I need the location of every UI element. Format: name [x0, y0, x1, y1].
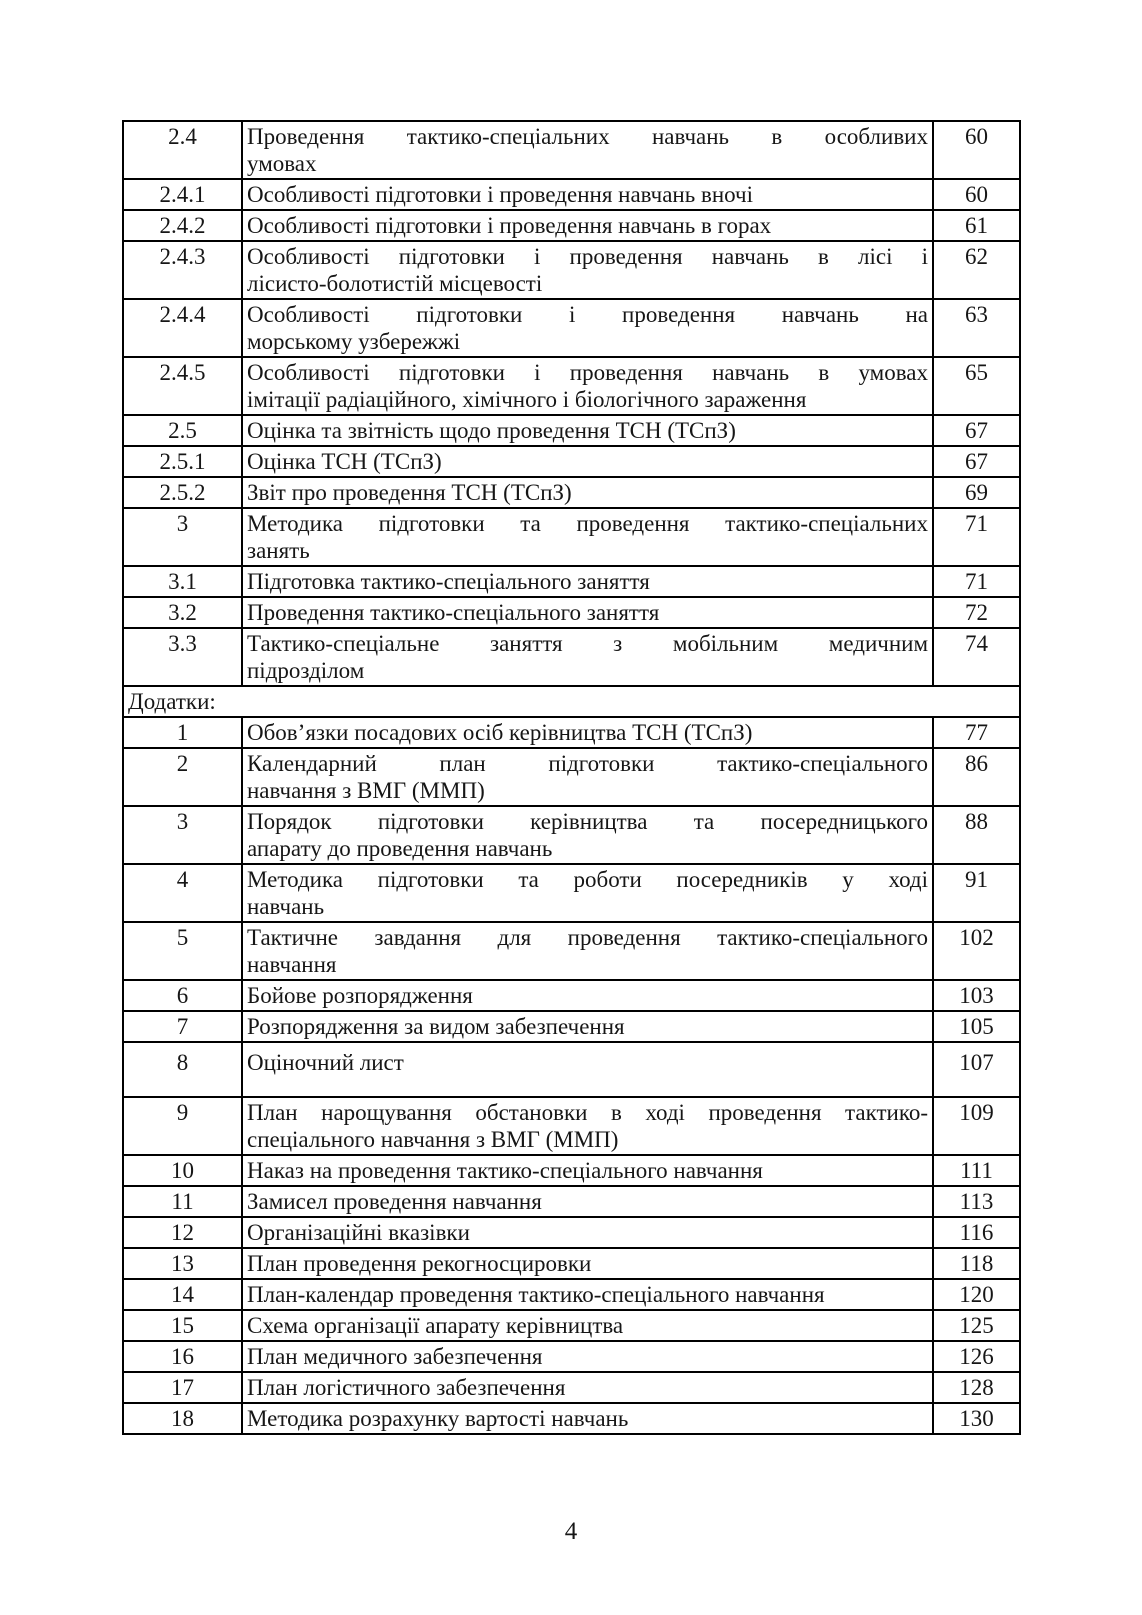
entry-title — [242, 1310, 933, 1341]
table-row — [123, 357, 1020, 415]
table-row — [123, 864, 1020, 922]
entry-title-line: апарату до проведення навчань — [247, 836, 553, 861]
entry-title-line: Схема організації апарату керівництва — [247, 1313, 624, 1338]
entry-title — [242, 1279, 933, 1310]
entry-page-number: 91 — [933, 864, 1020, 922]
table-row — [123, 121, 1020, 179]
entry-page-number: 128 — [933, 1372, 1020, 1403]
table-row — [123, 748, 1020, 806]
entry-number: 18 — [123, 1403, 242, 1434]
entry-title-line: Проведення тактико-спеціальних навчань в особливих — [247, 124, 928, 149]
entry-title — [242, 717, 933, 748]
entry-title — [242, 806, 933, 864]
table-row — [123, 566, 1020, 597]
entry-title-line: План логістичного забезпечення — [247, 1375, 566, 1400]
table-row — [123, 1217, 1020, 1248]
entry-number: 2.5.1 — [123, 446, 242, 477]
entry-number: 3.3 — [123, 628, 242, 686]
entry-number: 3 — [123, 806, 242, 864]
entry-title-line: План-календар проведення тактико-спеціального навчання — [247, 1282, 825, 1307]
table-row — [123, 1310, 1020, 1341]
entry-title-line: Особливості підготовки і проведення навчань на — [247, 302, 928, 327]
entry-page-number: 126 — [933, 1341, 1020, 1372]
entry-title-line: Методика підготовки та проведення тактико-спеціальних — [247, 511, 928, 536]
table-row — [123, 415, 1020, 446]
entry-title-line: Оцінка та звітність щодо проведення ТСН (ТСпЗ) — [247, 418, 736, 443]
table-row — [123, 179, 1020, 210]
entry-title-line: План нарощування обстановки в ході проведення тактико- — [247, 1100, 928, 1125]
entry-title — [242, 241, 933, 299]
table-row — [123, 210, 1020, 241]
entry-page-number: 63 — [933, 299, 1020, 357]
entry-title-line: Особливості підготовки і проведення навчань в умовах — [247, 360, 928, 385]
entry-page-number: 62 — [933, 241, 1020, 299]
entry-page-number: 111 — [933, 1155, 1020, 1186]
table-row — [123, 597, 1020, 628]
entry-title-line: навчання — [247, 952, 337, 977]
table-row — [123, 806, 1020, 864]
table-row — [123, 1097, 1020, 1155]
entry-title — [242, 566, 933, 597]
entry-title-line: Бойове розпорядження — [247, 983, 473, 1008]
entry-number: 2.4.1 — [123, 179, 242, 210]
entry-page-number: 67 — [933, 415, 1020, 446]
table-row — [123, 1186, 1020, 1217]
entry-title — [242, 748, 933, 806]
entry-title — [242, 299, 933, 357]
entry-title — [242, 922, 933, 980]
entry-title-line: План проведення рекогносцировки — [247, 1251, 592, 1276]
toc-table-body — [123, 121, 1020, 1434]
entry-page-number: 60 — [933, 179, 1020, 210]
table-row — [123, 1248, 1020, 1279]
entry-title-line: імітації радіаційного, хімічного і біологічного зараження — [247, 387, 807, 412]
entry-number: 2.4.2 — [123, 210, 242, 241]
entry-title-line: Замисел проведення навчання — [247, 1189, 542, 1214]
entry-number: 2.4 — [123, 121, 242, 179]
entry-title — [242, 1042, 933, 1097]
table-row — [123, 1011, 1020, 1042]
page-number: 4 — [564, 1518, 578, 1545]
entry-number: 14 — [123, 1279, 242, 1310]
entry-title-line: занять — [247, 538, 310, 563]
entry-number: 6 — [123, 980, 242, 1011]
table-row — [123, 1042, 1020, 1097]
table-row — [123, 477, 1020, 508]
entry-title-line: Методика підготовки та роботи посередників у ході — [247, 867, 928, 892]
entry-title — [242, 1403, 933, 1434]
entry-title-line: Особливості підготовки і проведення навчань в лісі і — [247, 244, 928, 269]
entry-title — [242, 179, 933, 210]
entry-page-number: 71 — [933, 508, 1020, 566]
entry-page-number: 113 — [933, 1186, 1020, 1217]
entry-page-number: 125 — [933, 1310, 1020, 1341]
entry-title — [242, 1155, 933, 1186]
entry-number: 1 — [123, 717, 242, 748]
entry-number: 2 — [123, 748, 242, 806]
entry-title-line: Порядок підготовки керівництва та посередницького — [247, 809, 928, 834]
entry-title — [242, 597, 933, 628]
entry-page-number: 65 — [933, 357, 1020, 415]
toc-section-row — [123, 686, 1020, 717]
entry-number: 17 — [123, 1372, 242, 1403]
entry-title-line: Календарний план підготовки тактико-спеціального — [247, 751, 928, 776]
entry-number: 4 — [123, 864, 242, 922]
entry-title — [242, 1372, 933, 1403]
entry-title-line: умовах — [247, 151, 317, 176]
entry-title — [242, 357, 933, 415]
entry-title-line: морському узбережжі — [247, 329, 461, 354]
entry-title-line: лісисто-болотистій місцевості — [247, 271, 543, 296]
entry-title-line: Обов’язки посадових осіб керівництва ТСН (ТСпЗ) — [247, 720, 753, 745]
entry-page-number: 77 — [933, 717, 1020, 748]
entry-number: 2.4.5 — [123, 357, 242, 415]
table-row — [123, 299, 1020, 357]
entry-number: 10 — [123, 1155, 242, 1186]
entry-title — [242, 1217, 933, 1248]
table-row — [123, 1403, 1020, 1434]
table-row — [123, 628, 1020, 686]
entry-title-line: Підготовка тактико-спеціального заняття — [247, 569, 650, 594]
entry-title — [242, 210, 933, 241]
entry-number: 2.4.4 — [123, 299, 242, 357]
entry-page-number: 102 — [933, 922, 1020, 980]
entry-number: 3.1 — [123, 566, 242, 597]
entry-number: 3.2 — [123, 597, 242, 628]
entry-page-number: 71 — [933, 566, 1020, 597]
entry-title — [242, 508, 933, 566]
entry-title-line: Розпорядження за видом забезпечення — [247, 1014, 625, 1039]
entry-title-line: Наказ на проведення тактико-спеціального навчання — [247, 1158, 763, 1183]
entry-title-line: Тактико-спеціальне заняття з мобільним медичним — [247, 631, 928, 656]
entry-number: 3 — [123, 508, 242, 566]
entry-number: 2.4.3 — [123, 241, 242, 299]
entry-page-number: 107 — [933, 1042, 1020, 1097]
entry-title — [242, 1341, 933, 1372]
entry-title — [242, 1011, 933, 1042]
entry-title-line: Звіт про проведення ТСН (ТСпЗ) — [247, 480, 572, 505]
entry-title — [242, 477, 933, 508]
entry-title — [242, 1248, 933, 1279]
entry-title — [242, 121, 933, 179]
entry-page-number: 120 — [933, 1279, 1020, 1310]
entry-page-number: 109 — [933, 1097, 1020, 1155]
entry-title — [242, 1097, 933, 1155]
entry-number: 16 — [123, 1341, 242, 1372]
entry-title-line: План медичного забезпечення — [247, 1344, 543, 1369]
table-row — [123, 241, 1020, 299]
entry-title — [242, 628, 933, 686]
entry-number: 7 — [123, 1011, 242, 1042]
table-row — [123, 508, 1020, 566]
entry-title-line: Тактичне завдання для проведення тактико-спеціального — [247, 925, 928, 950]
entry-title-line: Особливості підготовки і проведення навчань в горах — [247, 213, 772, 238]
entry-title — [242, 980, 933, 1011]
entry-page-number: 103 — [933, 980, 1020, 1011]
entry-title — [242, 864, 933, 922]
entry-number: 8 — [123, 1042, 242, 1097]
entry-number: 15 — [123, 1310, 242, 1341]
entry-page-number: 88 — [933, 806, 1020, 864]
entry-number: 12 — [123, 1217, 242, 1248]
entry-title-line: Особливості підготовки і проведення навчань вночі — [247, 182, 753, 207]
entry-number: 5 — [123, 922, 242, 980]
entry-title-line: навчань — [247, 894, 325, 919]
table-row — [123, 1372, 1020, 1403]
entry-page-number: 116 — [933, 1217, 1020, 1248]
entry-number: 2.5.2 — [123, 477, 242, 508]
entry-page-number: 130 — [933, 1403, 1020, 1434]
table-row — [123, 922, 1020, 980]
entry-page-number: 105 — [933, 1011, 1020, 1042]
entry-page-number: 67 — [933, 446, 1020, 477]
entry-page-number: 60 — [933, 121, 1020, 179]
entry-title — [242, 415, 933, 446]
entry-page-number: 61 — [933, 210, 1020, 241]
entry-page-number: 69 — [933, 477, 1020, 508]
table-row — [123, 446, 1020, 477]
entry-title-line: Оцінка ТСН (ТСпЗ) — [247, 449, 442, 474]
table-row — [123, 1279, 1020, 1310]
table-row — [123, 717, 1020, 748]
table-row — [123, 1155, 1020, 1186]
entry-page-number: 74 — [933, 628, 1020, 686]
entry-title-line: Методика розрахунку вартості навчань — [247, 1406, 629, 1431]
entry-number: 2.5 — [123, 415, 242, 446]
entry-title-line: спеціального навчання з ВМГ (ММП) — [247, 1127, 619, 1152]
toc-table — [122, 120, 1021, 1435]
entry-title-line: підрозділом — [247, 658, 365, 683]
section-label: Додатки: — [123, 686, 1020, 717]
entry-title-line: Проведення тактико-спеціального заняття — [247, 600, 660, 625]
entry-page-number: 118 — [933, 1248, 1020, 1279]
table-row — [123, 1341, 1020, 1372]
entry-title — [242, 1186, 933, 1217]
entry-number: 9 — [123, 1097, 242, 1155]
entry-page-number: 86 — [933, 748, 1020, 806]
entry-page-number: 72 — [933, 597, 1020, 628]
entry-title-line: навчання з ВМГ (ММП) — [247, 778, 485, 803]
entry-title — [242, 446, 933, 477]
table-row — [123, 980, 1020, 1011]
entry-title-line: Організаційні вказівки — [247, 1220, 470, 1245]
entry-number: 13 — [123, 1248, 242, 1279]
entry-number: 11 — [123, 1186, 242, 1217]
entry-title-line: Оціночний лист — [247, 1050, 404, 1075]
